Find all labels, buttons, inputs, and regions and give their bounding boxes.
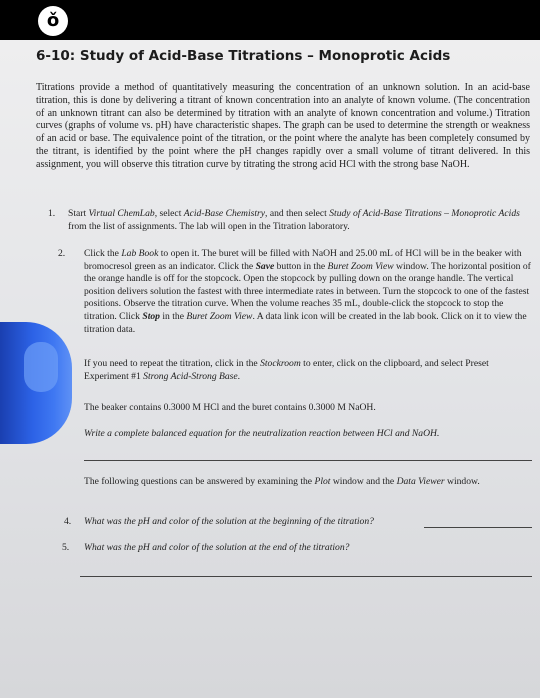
top-bar — [0, 0, 540, 40]
item-number: 5. — [62, 542, 70, 553]
answer-line-5[interactable] — [80, 576, 532, 577]
item-number: 2. — [58, 248, 66, 259]
worksheet-page — [0, 40, 540, 698]
thumb-nail — [24, 342, 58, 392]
question-4: What was the pH and color of the solution at the beginning of the titration? — [84, 516, 374, 527]
instruction-item-1: Start Virtual ChemLab, select Acid-Base Chemistry, and then select Study of Acid-Base Titrations – Monoprotic Acids from the list of assignments. The lab will open in the Titration laboratory. — [68, 208, 520, 232]
intro-paragraph: Titrations provide a method of quantitatively measuring the concentration of an unknown solution. In an acid-base titration, this is done by delivering a titrant of known concentration into an analyte of known volume. (The concentration of an unknown titrant can also be determined by titration with an analyte of known concentration and volume.) Titration curves (graphs of volume vs. pH) have characteristic shapes. The graph can be used to determine the strength or weakness of an acid or base. The equivalence point of the titration, or the point where the analyte has been completely consumed by the titrant, is identified by the point where the pH changes rapidly over a small volume of titrant delivered. In this assignment, you will observe this titration curve by titrating the strong acid HCl with the strong base NaOH. — [36, 82, 530, 170]
item-number: 4. — [64, 516, 72, 527]
answer-line-3[interactable] — [84, 460, 532, 461]
page-title: 6-10: Study of Acid-Base Titrations – Monoprotic Acids — [36, 48, 451, 64]
question-5: What was the pH and color of the solution at the end of the titration? — [84, 542, 350, 553]
question-3: Write a complete balanced equation for the neutralization reaction between HCl and NaOH. — [84, 428, 440, 439]
answer-line-4[interactable] — [424, 527, 532, 528]
repeat-note: If you need to repeat the titration, click in the Stockroom to enter, click on the clipboard, and select Preset Experiment #1 Strong Acid-Strong Base. — [84, 358, 489, 382]
brand-logo-icon: ǒ — [38, 6, 68, 36]
instruction-item-3: The beaker contains 0.3000 M HCl and the buret contains 0.3000 M NaOH. — [84, 402, 376, 413]
following-note: The following questions can be answered by examining the Plot window and the Data Viewer window. — [84, 476, 480, 487]
instruction-item-2: Click the Lab Book to open it. The buret will be filled with NaOH and 25.00 mL of HCl will be in the beaker with bromocresol green as an indicator. Click the Save button in the Buret Zoom View window. The horizontal position of the orange handle is off for the stopcock. Open the stopcock by pulling down on the orange handle. The vertical position delivers solution the fastest with three intermediate rates in between. Turn the stopcock to one of the fastest positions. Observe the titration curve. When the volume reaches 35 mL, double-click the stopcock to stop the titration. Click Stop in the Buret Zoom View. A data link icon will be created in the lab book. Click on it to view the titration data. — [84, 248, 531, 335]
item-number: 1. — [48, 208, 56, 219]
